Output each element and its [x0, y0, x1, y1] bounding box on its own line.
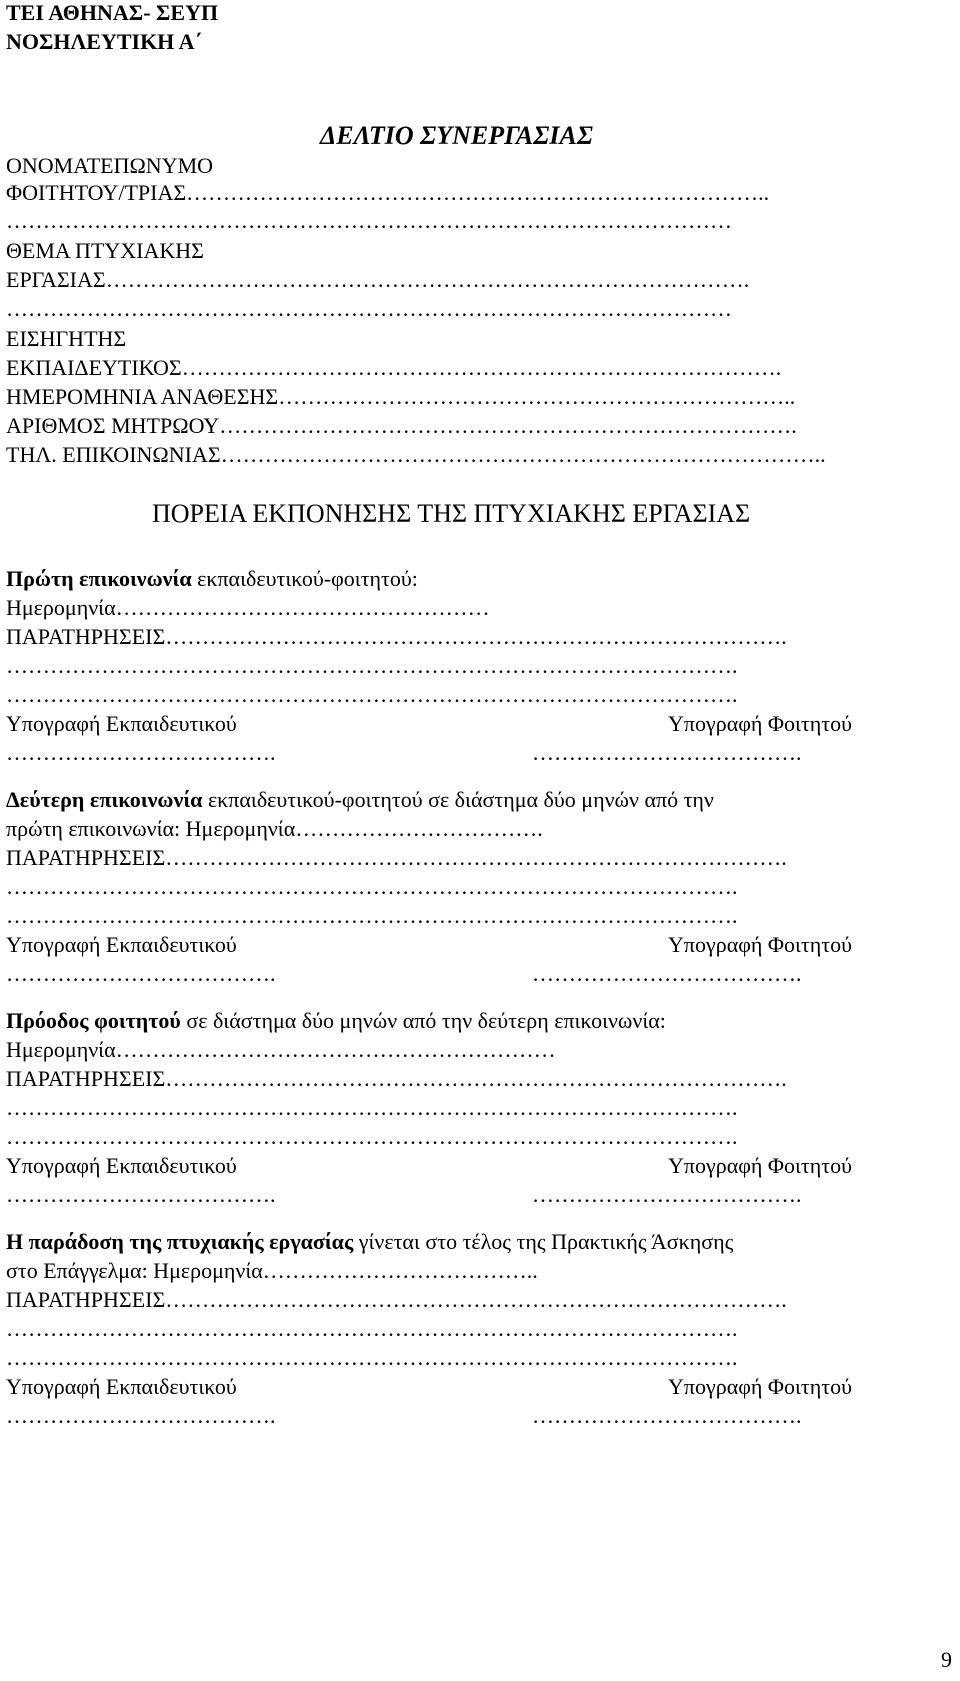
- student-signature-line: ……………………………….: [532, 1403, 802, 1428]
- section-first-contact-date: Ημερομηνία……………………………………………: [6, 595, 490, 620]
- thesis-topic-field: ΕΡΓΑΣΙΑΣ…………………………………………………………………………….: [6, 267, 750, 292]
- remarks-dots: ……………………………………………………………………………………….: [6, 1316, 738, 1341]
- student-name-field: ΦΟΙΤΗΤΟΥ/ΤΡΙΑΣ……………………………………………………………………..: [6, 180, 770, 205]
- remarks-dots: ……………………………………………………………………………………….: [6, 874, 738, 899]
- section-submission-rest: γίνεται στο τέλος της Πρακτικής Άσκησης: [353, 1229, 734, 1254]
- supervisor-field: ΕΚΠΑΙΔΕΥΤΙΚΟΣ……………………………………………………………………….: [6, 355, 782, 380]
- section-progress-bold: Πρόοδος φοιτητού: [6, 1008, 181, 1033]
- supervisor-label: ΕΙΣΗΓΗΤΗΣ: [6, 326, 127, 351]
- section-submission-bold: Η παράδοση της πτυχιακής εργασίας: [6, 1229, 354, 1254]
- section-second-contact-date: πρώτη επικοινωνία: Ημερομηνία…………………………….: [6, 816, 543, 841]
- student-signature-label: Υπογραφή Φοιτητού: [668, 932, 853, 957]
- phone-field: ΤΗΛ. ΕΠΙΚΟΙΝΩΝΙΑΣ………………………………………………………………………..: [6, 442, 826, 467]
- teacher-signature-label: Υπογραφή Εκπαιδευτικού: [6, 1153, 237, 1178]
- section-progress-rest: σε διάστημα δύο μηνών από την δεύτερη επικοινωνία:: [180, 1008, 666, 1033]
- page-number: 9: [941, 1647, 952, 1672]
- student-signature-label: Υπογραφή Φοιτητού: [668, 711, 853, 736]
- section-first-contact-bold: Πρώτη επικοινωνία: [6, 566, 192, 591]
- section-submission-title: [6, 1229, 733, 1255]
- assignment-date-field: ΗΜΕΡΟΜΗΝΙΑ ΑΝΑΘΕΣΗΣ……………………………………………………………..: [6, 384, 796, 409]
- teacher-signature-label: Υπογραφή Εκπαιδευτικού: [6, 1374, 237, 1399]
- registration-number-field: ΑΡΙΘΜΟΣ ΜΗΤΡΩΟΥ…………………………………………………………………….: [6, 413, 797, 438]
- section-submission-date: στο Επάγγελμα: Ημερομηνία………………………………..: [6, 1258, 538, 1283]
- section-progress-title: [6, 1008, 666, 1034]
- remarks-dots: ……………………………………………………………………………………….: [6, 1124, 738, 1149]
- teacher-signature-line: ……………………………….: [6, 961, 276, 986]
- remarks-field: ΠΑΡΑΤΗΡΗΣΕΙΣ………………………………………………………………………….: [6, 1066, 787, 1091]
- section-first-contact-title: [6, 566, 418, 592]
- department-name: ΝΟΣΗΛΕΥΤΙΚΗ Α΄: [6, 29, 202, 54]
- remarks-dots: ……………………………………………………………………………………….: [6, 1345, 738, 1370]
- student-name-label: ΟΝΟΜΑΤΕΠΩΝΥΜΟ: [6, 153, 214, 178]
- student-signature-label: Υπογραφή Φοιτητού: [668, 1153, 853, 1178]
- section-second-contact-rest: εκπαιδευτικού-φοιτητού σε διάστημα δύο μηνών από την: [202, 787, 714, 812]
- remarks-field: ΠΑΡΑΤΗΡΗΣΕΙΣ………………………………………………………………………….: [6, 845, 787, 870]
- remarks-dots: ……………………………………………………………………………………….: [6, 1095, 738, 1120]
- section-second-contact-title: [6, 787, 714, 813]
- page-title: ΔΕΛΤΙΟ ΣΥΝΕΡΓΑΣΙΑΣ: [320, 121, 593, 150]
- institution-name: ΤΕΙ ΑΘΗΝΑΣ- ΣΕΥΠ: [6, 0, 219, 25]
- remarks-dots: ……………………………………………………………………………………….: [6, 653, 738, 678]
- section-progress-date: Ημερομηνία……………………………………………………: [6, 1037, 556, 1062]
- teacher-signature-label: Υπογραφή Εκπαιδευτικού: [6, 932, 237, 957]
- progress-heading: ΠΟΡΕΙΑ ΕΚΠΟΝΗΣΗΣ ΤΗΣ ΠΤΥΧΙΑΚΗΣ ΕΡΓΑΣΙΑΣ: [152, 499, 751, 528]
- student-signature-line: ……………………………….: [532, 961, 802, 986]
- thesis-topic-field-cont: ………………………………………………………………………………………: [6, 296, 732, 321]
- student-name-field-cont: ………………………………………………………………………………………: [6, 208, 732, 233]
- teacher-signature-label: Υπογραφή Εκπαιδευτικού: [6, 711, 237, 736]
- student-signature-line: ……………………………….: [532, 1182, 802, 1207]
- thesis-topic-label: ΘΕΜΑ ΠΤΥΧΙΑΚΗΣ: [6, 238, 204, 263]
- remarks-dots: ……………………………………………………………………………………….: [6, 903, 738, 928]
- teacher-signature-line: ……………………………….: [6, 1403, 276, 1428]
- section-first-contact-rest: εκπαιδευτικού-φοιτητού:: [191, 566, 418, 591]
- remarks-dots: ……………………………………………………………………………………….: [6, 682, 738, 707]
- teacher-signature-line: ……………………………….: [6, 1182, 276, 1207]
- teacher-signature-line: ……………………………….: [6, 740, 276, 765]
- section-second-contact-bold: Δεύτερη επικοινωνία: [6, 787, 203, 812]
- student-signature-label: Υπογραφή Φοιτητού: [668, 1374, 853, 1399]
- remarks-field: ΠΑΡΑΤΗΡΗΣΕΙΣ………………………………………………………………………….: [6, 624, 787, 649]
- remarks-field: ΠΑΡΑΤΗΡΗΣΕΙΣ………………………………………………………………………….: [6, 1287, 787, 1312]
- student-signature-line: ……………………………….: [532, 740, 802, 765]
